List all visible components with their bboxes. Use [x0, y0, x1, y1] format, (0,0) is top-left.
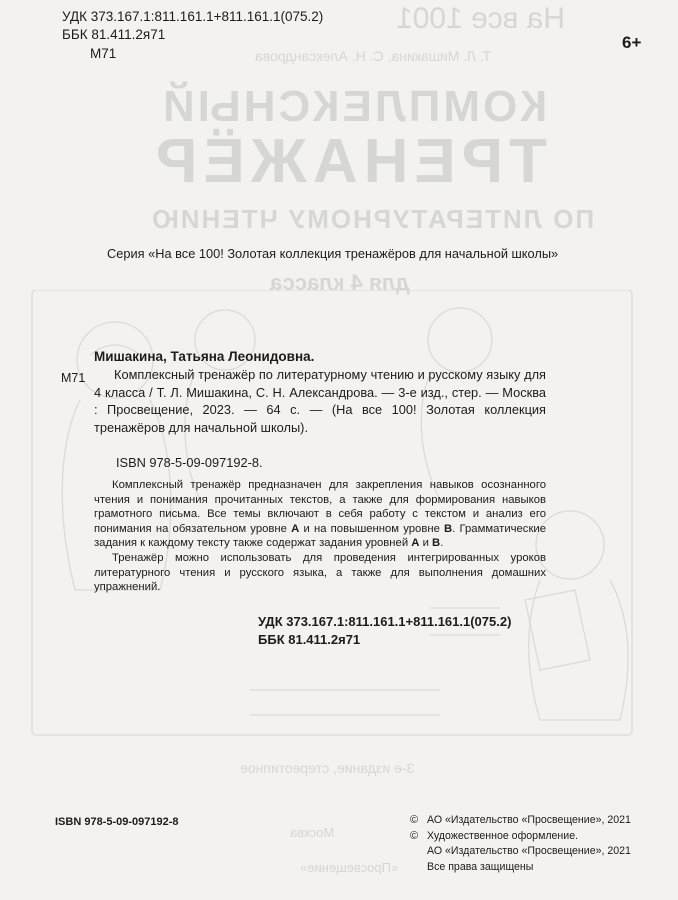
ghost-text: Т. Л. Мишакина, С. Н. Александрова [255, 48, 492, 64]
annotation-paragraph [94, 478, 546, 551]
age-rating-badge: 6+ [622, 33, 642, 52]
catalog-isbn: ISBN 978-5-09-097192-8. [116, 455, 263, 470]
catalog-udk: УДК 373.167.1:811.161.1+811.161.1(075.2) [258, 614, 512, 629]
catalog-author-mark: М71 [61, 371, 86, 385]
ghost-text: ПО ЛИТЕРАТУРНОМУ ЧТЕНИЮ [150, 204, 595, 234]
bbk-code: ББК 81.411.2я71 [62, 27, 166, 42]
copyright-icon: © [410, 814, 419, 826]
annotation-text: и на повышенном уровне [299, 522, 445, 535]
annotation-text: и [419, 537, 433, 550]
footer-isbn: ISBN 978-5-09-097192-8 [55, 816, 179, 828]
annotation-text: . [440, 537, 444, 550]
level-b-label: В [432, 537, 441, 550]
ghost-text: ТРЕНАЖЁР [150, 127, 547, 196]
udk-code: УДК 373.167.1:811.161.1+811.161.1(075.2) [62, 9, 324, 24]
ghost-text: КОМПЛЕКСНЫЙ [160, 82, 548, 131]
ghost-text: для 4 класса [270, 270, 410, 295]
catalog-description: Комплексный тренажёр по литературному чтению и русскому языку для 4 класса / Т. Л. Мишакина, С. Н. Александрова. — 3-е изд., стер. — Москва : Просвещение, 2023. — 64 с. — (На все 100! Золотая коллекция тренажёров для начальной школы). [94, 367, 546, 435]
catalog-bbk: ББК 81.411.2я71 [258, 632, 361, 647]
copyright-line: АО «Издательство «Просвещение», 2021 [427, 814, 631, 826]
author-mark: М71 [90, 46, 117, 61]
series-title: Серия «На все 100! Золотая коллекция тренажёров для начальной школы» [107, 246, 559, 261]
copyright-icon: © [410, 830, 419, 842]
ghost-text: На все 1001 [396, 2, 566, 35]
copyright-line: АО «Издательство «Просвещение», 2021 [427, 845, 631, 857]
annotation [94, 478, 546, 595]
ghost-text: 3-е издание, стереотипное [240, 760, 415, 776]
catalog-author: Мишакина, Татьяна Леонидовна. [94, 349, 315, 364]
rights-reserved: Все права защищены [427, 861, 534, 873]
level-a-label: А [291, 522, 300, 535]
annotation-text: Комплексный тренажёр предназначен для закрепления навыков осознанного чтения и понимания прочитанных текстов, а также для формирования навыков грамотного письма. Все темы включают в себя работу с текстом и анализ его понимания на обязательном уровне [94, 479, 546, 535]
ghost-text: «Просвещение» [300, 860, 399, 875]
ghost-text: Москва [290, 825, 335, 840]
level-a-label: А [411, 537, 420, 550]
annotation-text: . Грамматические задания к каждому тексту также содержат задания уровней [94, 522, 546, 550]
copyright-line: Художественное оформление. [427, 830, 579, 842]
level-b-label: В [444, 522, 453, 535]
annotation-paragraph: Тренажёр можно использовать для проведения интегрированных уроков литературного чтения и русского языка, а также для выполнения домашних упражнений. [94, 551, 546, 594]
